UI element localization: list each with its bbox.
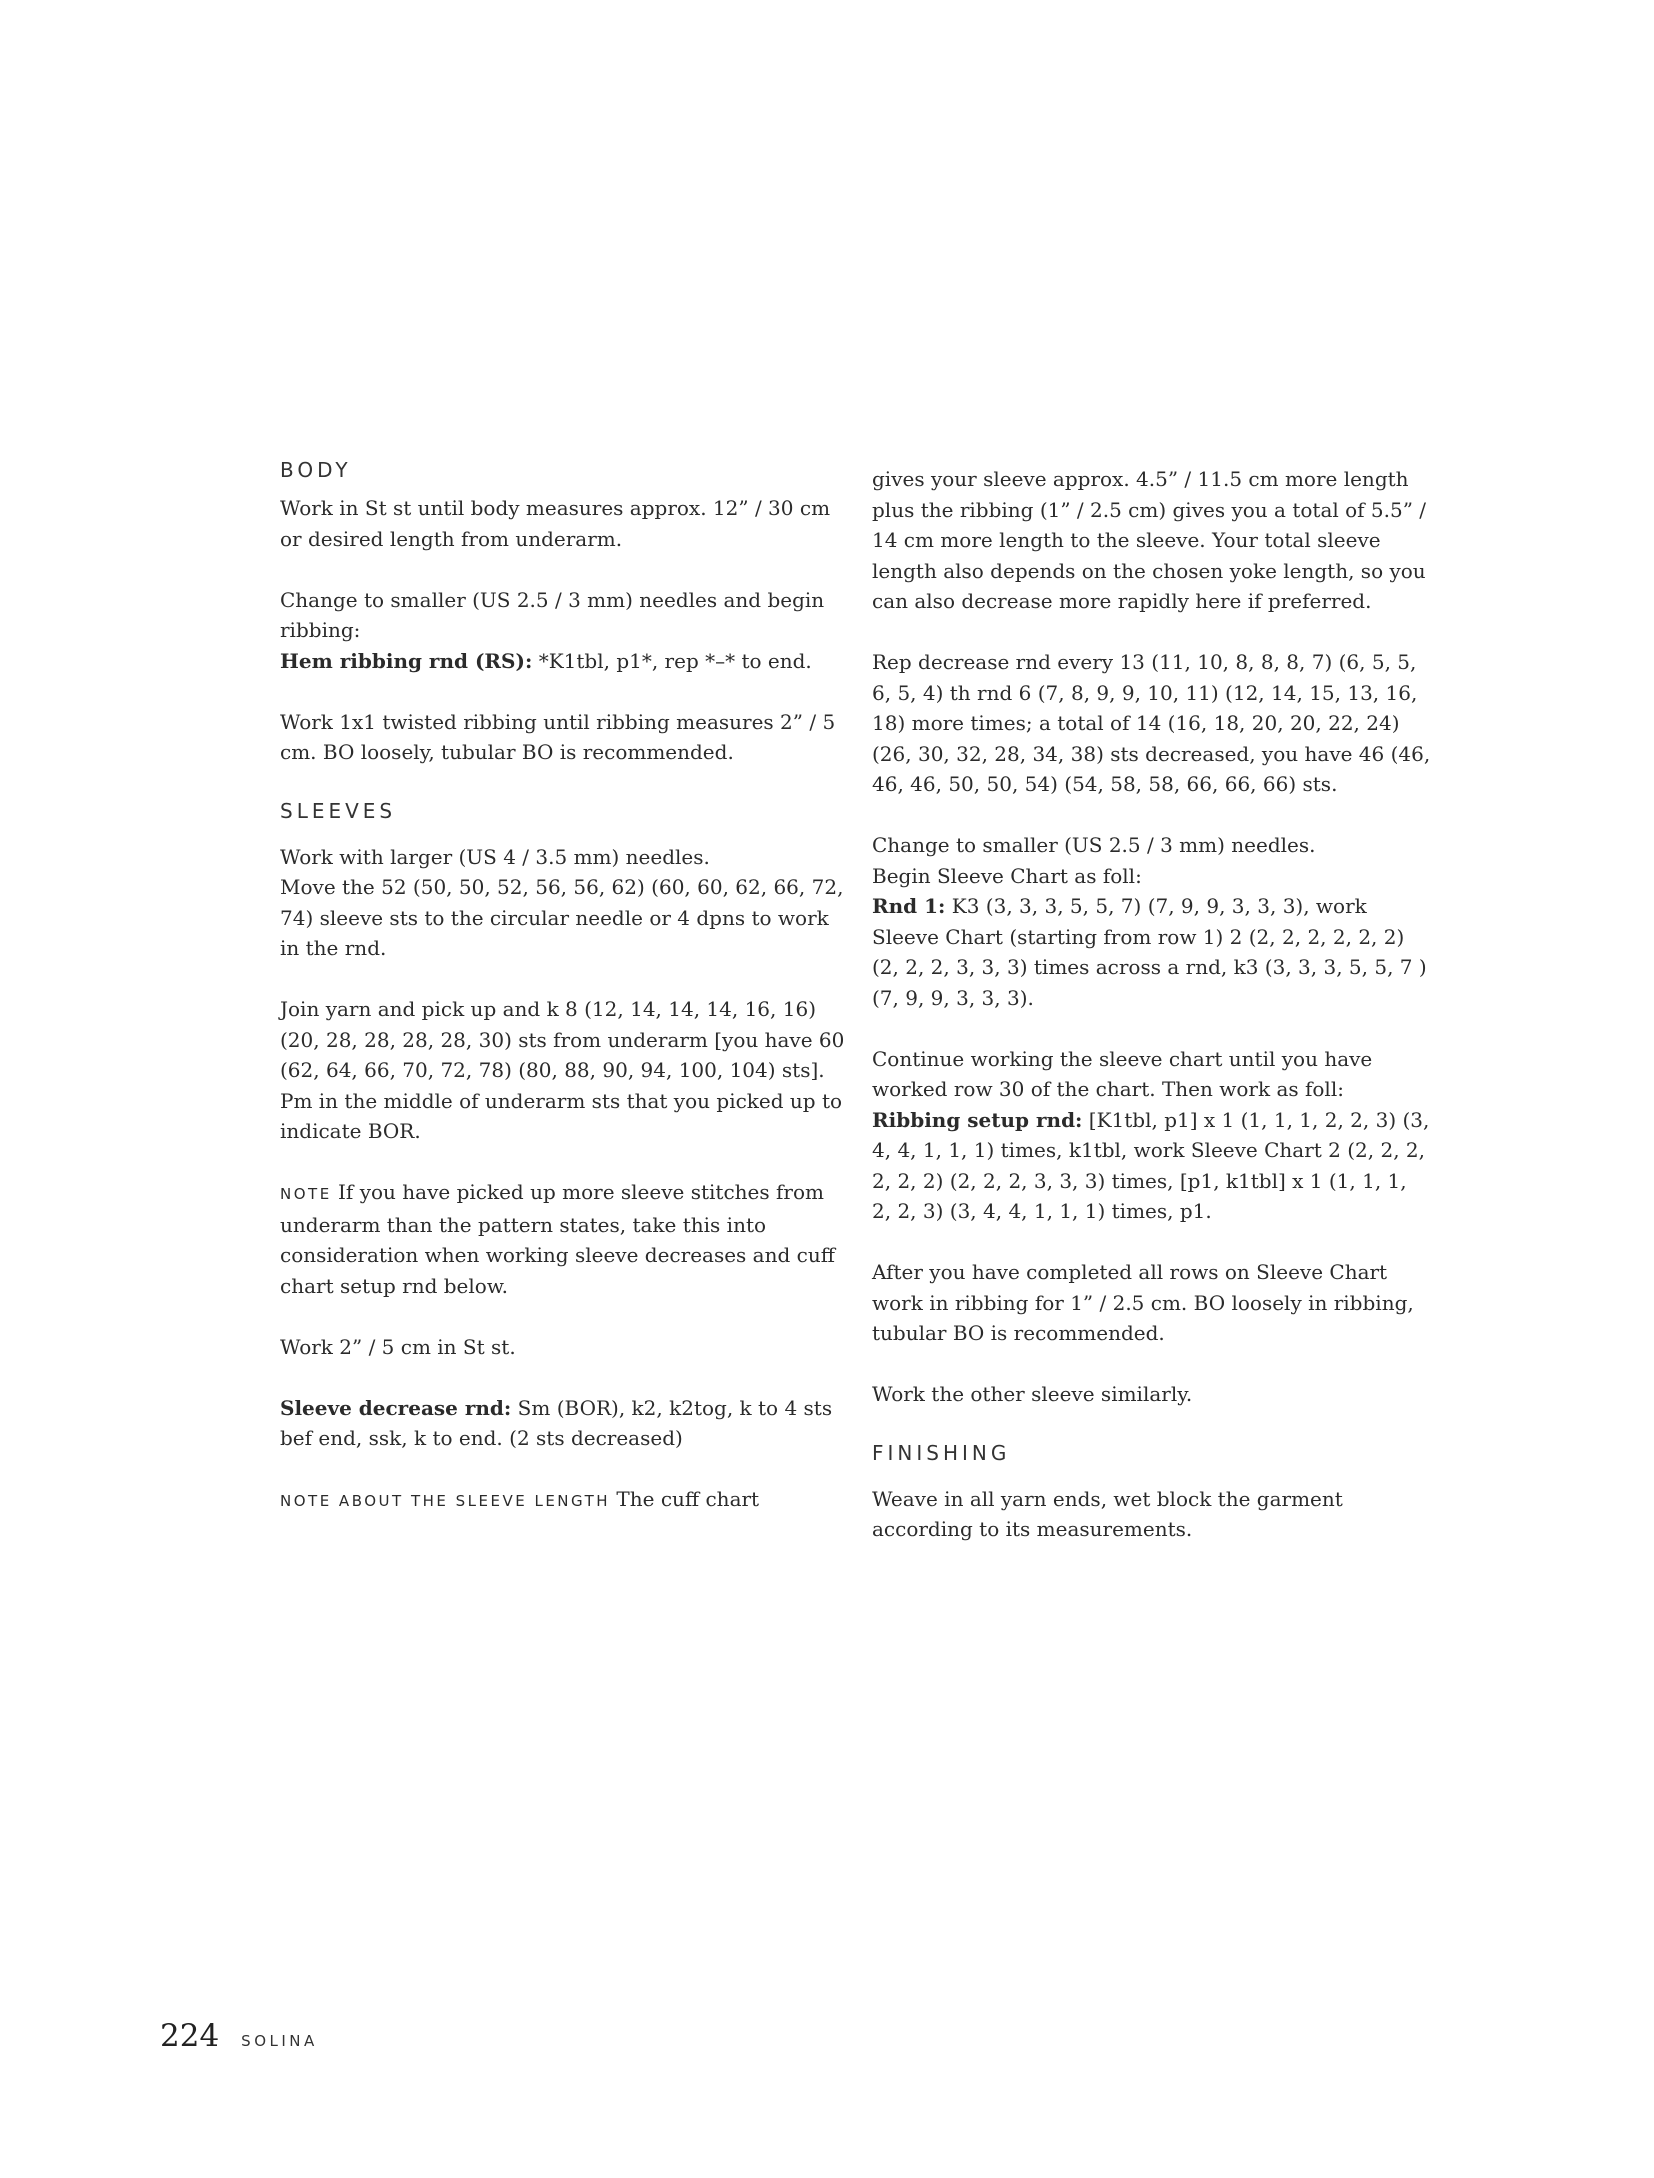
hem-ribbing-text: *K1tbl, p1*, rep *–* to end. <box>532 648 812 673</box>
right-paragraph-1: gives your sleeve approx. 4.5” / 11.5 cm more length plus the ribbing (1” / 2.5 cm) gives you a total of 5.5” / 14 cm more length to the sleeve. Your total sleeve length also depends on the chosen yoke length, so you can also decrease more rapidly here if preferred. <box>872 467 1427 613</box>
right-paragraph-3b: Begin Sleeve Chart as foll: <box>872 863 1142 888</box>
right-paragraph-2: Rep decrease rnd every 13 (11, 10, 8, 8, 8, 7) (6, 5, 5, 6, 5, 4) th rnd 6 (7, 8, 9, 9, 10, 11) (12, 14, 15, 13, 16, 18) more times; a total of 14 (16, 18, 20, 20, 22, 24) (26, 30, 32, 28, 34, 38) sts decreased, you have 46 (46, 46, 46, 50, 50, 54) (54, 58, 58, 66, 66, 66) sts. <box>872 650 1431 796</box>
left-column <box>280 455 845 1517</box>
right-paragraph-4: Continue working the sleeve chart until you have worked row 30 of the chart. Then work as foll: <box>872 1046 1373 1101</box>
sleeve-decrease-text: Sm (BOR), k2, k2tog, k to 4 sts bef end, ssk, k to end. (2 sts decreased) <box>280 1395 833 1450</box>
body-paragraph-3: Work 1x1 twisted ribbing until ribbing measures 2” / 5 cm. BO loosely, tubular BO is recommended. <box>280 709 836 764</box>
note-label: NOTE <box>280 1185 332 1203</box>
sleeve-length-note-paragraph <box>280 1484 845 1517</box>
rnd1-paragraph <box>872 891 1432 1013</box>
ribbing-setup-paragraph <box>872 1105 1432 1227</box>
sleeves-heading: SLEEVES <box>280 798 397 823</box>
sleeves-paragraph-2: Join yarn and pick up and k 8 (12, 14, 14, 14, 16, 16)(20, 28, 28, 28, 28, 30) sts from underarm [you have 60 (62, 64, 66, 70, 72, 78) (80, 88, 90, 94, 100, 104) sts]. Pm in the middle of underarm sts that you picked up to indicate BOR. <box>280 997 845 1143</box>
finishing-heading: FINISHING <box>872 1440 1011 1465</box>
ribbing-setup-label: Ribbing setup rnd: <box>872 1107 1083 1132</box>
sleeves-paragraph-3: Work 2” / 5 cm in St st. <box>280 1334 516 1359</box>
sleeve-length-note-label: NOTE ABOUT THE SLEEVE LENGTH <box>280 1492 611 1510</box>
page-footer <box>160 2018 318 2054</box>
right-paragraph-6: Work the other sleeve similarly. <box>872 1382 1193 1406</box>
page-number: 224 <box>160 2018 220 2054</box>
note-paragraph <box>280 1177 845 1301</box>
sleeve-decrease-paragraph <box>280 1393 845 1454</box>
body-paragraph-2: Change to smaller (US 2.5 / 3 mm) needles and begin ribbing: <box>280 587 825 642</box>
rnd1-text: K3 (3, 3, 3, 5, 5, 7) (7, 9, 9, 3, 3, 3), work Sleeve Chart (starting from row 1) 2 (2, 2, 2, 2, 2, 2) (2, 2, 2, 3, 3, 3) times across a rnd, k3 (3, 3, 3, 5, 5, 7 )(7, 9, 9, 3, 3, 3). <box>872 894 1427 1010</box>
right-paragraph-3a: Change to smaller (US 2.5 / 3 mm) needles. <box>872 833 1316 857</box>
sleeve-length-note-text: The cuff chart <box>610 1487 760 1511</box>
right-paragraph-7: Weave in all yarn ends, wet block the garment according to its measurements. <box>872 1486 1343 1541</box>
body-paragraph-1: Work in St st until body measures approx. 12” / 30 cm or desired length from underarm. <box>280 496 831 551</box>
sleeves-paragraph-1b: Move the 52 (50, 50, 52, 56, 56, 62) (60, 60, 62, 66, 72, 74) sleeve sts to the circular needle or 4 dpns to work in the rnd. <box>280 875 844 960</box>
sleeves-paragraph-1a: Work with larger (US 4 / 3.5 mm) needles. <box>280 844 710 869</box>
right-column <box>872 464 1432 1545</box>
sleeve-decrease-label: Sleeve decrease rnd: <box>280 1395 512 1420</box>
running-head: SOLINA <box>241 2032 318 2050</box>
hem-ribbing-label: Hem ribbing rnd (RS): <box>280 648 533 673</box>
body-heading: BODY <box>280 458 352 482</box>
hem-ribbing-paragraph <box>280 646 845 677</box>
ribbing-setup-text: [K1tbl, p1] x 1 (1, 1, 1, 2, 2, 3) (3, 4, 4, 1, 1, 1) times, k1tbl, work Sleeve Chart 2 (2, 2, 2, 2, 2, 2) (2, 2, 2, 3, 3, 3) times, [p1, k1tbl] x 1 (1, 1, 1, 2, 2, 3) (3, 4, 4, 1, 1, 1) times, p1. <box>872 1107 1430 1223</box>
right-paragraph-5: After you have completed all rows on Sleeve Chart work in ribbing for 1” / 2.5 cm. BO loosely in ribbing, tubular BO is recommended. <box>872 1260 1414 1345</box>
rnd1-label: Rnd 1: <box>872 894 946 918</box>
note-text: If you have picked up more sleeve stitches from underarm than the pattern states, take this into consideration when working sleeve decreases and cuff chart setup rnd below. <box>280 1180 835 1298</box>
